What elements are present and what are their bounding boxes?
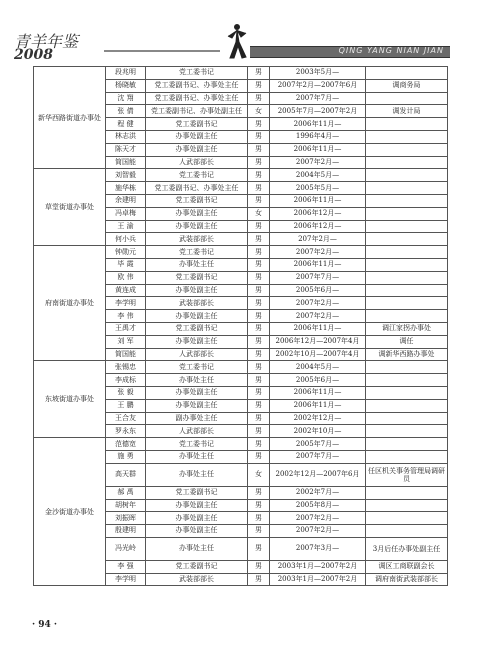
office-name: 新华西路街道办事处 xyxy=(34,67,106,169)
official-note xyxy=(366,412,448,425)
official-name: 王 渝 xyxy=(106,220,146,233)
official-note: 调府南街武装部部长 xyxy=(366,573,448,586)
office-name: 府南街道办事处 xyxy=(34,246,106,361)
official-note xyxy=(366,182,448,195)
official-term: 2006年11月— xyxy=(270,194,366,207)
official-position: 办事处副主任 xyxy=(146,207,248,220)
official-name: 罗永东 xyxy=(106,425,146,438)
official-note xyxy=(366,525,448,538)
official-term: 2005年7月—2007年2月 xyxy=(270,105,366,118)
official-term: 2007年2月— xyxy=(270,525,366,538)
official-note xyxy=(366,386,448,399)
official-term: 2006年11月— xyxy=(270,386,366,399)
official-position: 武装部部长 xyxy=(146,233,248,246)
official-name: 范德宽 xyxy=(106,438,146,451)
official-gender: 女 xyxy=(248,207,270,220)
official-position: 办事处主任 xyxy=(146,258,248,271)
official-note xyxy=(366,486,448,499)
official-position: 办事处主任 xyxy=(146,450,248,463)
official-position: 办事处副主任 xyxy=(146,399,248,412)
official-term: 2003年5月— xyxy=(270,67,366,80)
office-name: 东坡街道办事处 xyxy=(34,361,106,438)
official-note xyxy=(366,156,448,169)
official-note xyxy=(366,194,448,207)
official-name: 程 健 xyxy=(106,118,146,131)
official-term: 2002年12月— xyxy=(270,412,366,425)
official-note: 任区机关事务管理局调研员 xyxy=(366,463,448,486)
official-note: 调江家拐办事处 xyxy=(366,322,448,335)
official-gender: 男 xyxy=(248,438,270,451)
official-position: 党工委副书记 xyxy=(146,194,248,207)
official-gender: 男 xyxy=(248,92,270,105)
official-note xyxy=(366,143,448,156)
official-name: 王 鹏 xyxy=(106,399,146,412)
official-gender: 女 xyxy=(248,463,270,486)
official-term: 2006年11月— xyxy=(270,118,366,131)
official-position: 办事处副主任 xyxy=(146,386,248,399)
official-gender: 男 xyxy=(248,525,270,538)
official-gender: 男 xyxy=(248,412,270,425)
official-position: 副办事处主任 xyxy=(146,412,248,425)
official-name: 简国能 xyxy=(106,348,146,361)
official-position: 党工委副书记、办事处副主任 xyxy=(146,105,248,118)
official-term: 2007年7月— xyxy=(270,271,366,284)
official-term: 2006年12月—2007年4月 xyxy=(270,335,366,348)
logo-year: 2008 xyxy=(14,47,53,63)
official-term: 2007年2月—2007年6月 xyxy=(270,79,366,92)
official-name: 李 强 xyxy=(106,560,146,573)
official-name: 施华栋 xyxy=(106,182,146,195)
official-term: 2005年6月— xyxy=(270,284,366,297)
official-name: 李成标 xyxy=(106,374,146,387)
official-term: 2006年11月— xyxy=(270,258,366,271)
official-name: 李学明 xyxy=(106,573,146,586)
official-position: 党工委书记 xyxy=(146,361,248,374)
official-name: 林志洪 xyxy=(106,130,146,143)
official-name: 张 毅 xyxy=(106,386,146,399)
official-name: 沈 翔 xyxy=(106,92,146,105)
official-gender: 男 xyxy=(248,335,270,348)
official-note: 调任 xyxy=(366,335,448,348)
official-note xyxy=(366,297,448,310)
official-name: 刘振晖 xyxy=(106,512,146,525)
official-gender: 男 xyxy=(248,560,270,573)
official-name: 殷建明 xyxy=(106,525,146,538)
official-term: 2006年11月— xyxy=(270,399,366,412)
official-note xyxy=(366,130,448,143)
official-position: 办事处副主任 xyxy=(146,284,248,297)
official-position: 党工委书记 xyxy=(146,169,248,182)
table-row xyxy=(34,438,448,451)
official-note: 调发计局 xyxy=(366,105,448,118)
official-gender: 男 xyxy=(248,118,270,131)
official-note xyxy=(366,450,448,463)
official-name: 冯光岭 xyxy=(106,537,146,560)
official-position: 党工委副书记、办事处主任 xyxy=(146,182,248,195)
official-name: 高天群 xyxy=(106,463,146,486)
official-term: 2007年2月— xyxy=(270,246,366,259)
official-term: 2005年5月— xyxy=(270,182,366,195)
official-note xyxy=(366,499,448,512)
official-gender: 男 xyxy=(248,194,270,207)
official-note xyxy=(366,233,448,246)
official-gender: 男 xyxy=(248,246,270,259)
official-position: 办事处副主任 xyxy=(146,335,248,348)
official-term: 2002年7月— xyxy=(270,486,366,499)
official-gender: 男 xyxy=(248,169,270,182)
official-gender: 男 xyxy=(248,284,270,297)
official-gender: 男 xyxy=(248,67,270,80)
official-term: 2005年7月— xyxy=(270,438,366,451)
official-term: 2006年11月— xyxy=(270,322,366,335)
official-gender: 男 xyxy=(248,310,270,323)
official-note xyxy=(366,361,448,374)
official-term: 2007年3月— xyxy=(270,537,366,560)
official-gender: 男 xyxy=(248,361,270,374)
official-gender: 男 xyxy=(248,130,270,143)
official-position: 党工委副书记 xyxy=(146,560,248,573)
official-term: 2002年12月—2007年6月 xyxy=(270,463,366,486)
official-term: 2003年1月—2007年2月 xyxy=(270,573,366,586)
official-gender: 男 xyxy=(248,182,270,195)
official-term: 2007年2月— xyxy=(270,310,366,323)
official-name: 杨晓敏 xyxy=(106,79,146,92)
official-note xyxy=(366,220,448,233)
official-note xyxy=(366,67,448,80)
official-position: 办事处副主任 xyxy=(146,220,248,233)
table-row xyxy=(34,361,448,374)
official-gender: 男 xyxy=(248,143,270,156)
official-gender: 男 xyxy=(248,233,270,246)
official-note xyxy=(366,207,448,220)
official-name: 简国能 xyxy=(106,156,146,169)
official-name: 郝 禹 xyxy=(106,486,146,499)
official-note xyxy=(366,271,448,284)
official-note xyxy=(366,118,448,131)
official-position: 党工委副书记 xyxy=(146,271,248,284)
official-gender: 男 xyxy=(248,297,270,310)
official-name: 胡树年 xyxy=(106,499,146,512)
official-gender: 男 xyxy=(248,79,270,92)
official-note xyxy=(366,374,448,387)
dancer-icon xyxy=(224,22,248,60)
official-note xyxy=(366,284,448,297)
official-position: 办事处副主任 xyxy=(146,525,248,538)
official-gender: 女 xyxy=(248,105,270,118)
official-term: 1996年4月— xyxy=(270,130,366,143)
official-position: 办事处副主任 xyxy=(146,130,248,143)
official-gender: 男 xyxy=(248,486,270,499)
header-band xyxy=(250,46,450,58)
official-note: 调商务局 xyxy=(366,79,448,92)
official-position: 办事处主任 xyxy=(146,537,248,560)
official-name: 张锡忠 xyxy=(106,361,146,374)
official-position: 办事处主任 xyxy=(146,463,248,486)
official-position: 人武部部长 xyxy=(146,425,248,438)
official-term: 2007年2月— xyxy=(270,156,366,169)
official-note xyxy=(366,425,448,438)
logo-title: 青羊年鉴 xyxy=(14,32,79,51)
official-name: 黄连成 xyxy=(106,284,146,297)
official-gender: 男 xyxy=(248,399,270,412)
header-band-text: QING YANG NIAN JIAN xyxy=(338,46,444,55)
official-position: 党工委副书记 xyxy=(146,486,248,499)
official-name: 刘智毅 xyxy=(106,169,146,182)
official-position: 人武部部长 xyxy=(146,348,248,361)
official-position: 党工委副书记 xyxy=(146,322,248,335)
official-note xyxy=(366,438,448,451)
official-name: 李学明 xyxy=(106,297,146,310)
official-note: 3月后任办事处副主任 xyxy=(366,537,448,560)
official-name: 钟勋元 xyxy=(106,246,146,259)
official-position: 办事处副主任 xyxy=(146,512,248,525)
official-name: 余建明 xyxy=(106,194,146,207)
official-note xyxy=(366,246,448,259)
official-position: 党工委副书记、办事处主任 xyxy=(146,79,248,92)
official-name: 刘 军 xyxy=(106,335,146,348)
officials-table-body xyxy=(34,67,448,586)
official-term: 2007年7月— xyxy=(270,92,366,105)
table-row xyxy=(34,246,448,259)
official-note xyxy=(366,512,448,525)
page-number: · 94 · xyxy=(32,620,58,630)
official-gender: 男 xyxy=(248,425,270,438)
official-note xyxy=(366,92,448,105)
official-gender: 男 xyxy=(248,348,270,361)
official-gender: 男 xyxy=(248,499,270,512)
official-name: 陈天才 xyxy=(106,143,146,156)
official-note: 调区工商联副会长 xyxy=(366,560,448,573)
official-name: 王禹才 xyxy=(106,322,146,335)
official-position: 办事处主任 xyxy=(146,374,248,387)
official-gender: 男 xyxy=(248,450,270,463)
official-position: 人武部部长 xyxy=(146,156,248,169)
official-name: 李 伟 xyxy=(106,310,146,323)
office-name: 金沙街道办事处 xyxy=(34,438,106,586)
official-name: 欧 伟 xyxy=(106,271,146,284)
office-name: 草堂街道办事处 xyxy=(34,169,106,246)
official-name: 段兆明 xyxy=(106,67,146,80)
page-header xyxy=(0,0,480,64)
official-name: 冯卓梅 xyxy=(106,207,146,220)
official-name: 施 勇 xyxy=(106,450,146,463)
table-row xyxy=(34,67,448,80)
official-position: 党工委书记 xyxy=(146,246,248,259)
official-gender: 男 xyxy=(248,220,270,233)
official-term: 2005年8月— xyxy=(270,499,366,512)
officials-table xyxy=(33,66,448,586)
official-term: 2007年2月— xyxy=(270,512,366,525)
official-gender: 男 xyxy=(248,258,270,271)
table-row xyxy=(34,169,448,182)
official-name: 张 倩 xyxy=(106,105,146,118)
official-gender: 男 xyxy=(248,573,270,586)
yearbook-logo xyxy=(14,34,78,62)
official-term: 2002年10月—2007年4月 xyxy=(270,348,366,361)
official-position: 武装部部长 xyxy=(146,297,248,310)
official-position: 党工委书记 xyxy=(146,67,248,80)
official-position: 办事处副主任 xyxy=(146,143,248,156)
official-name: 王合友 xyxy=(106,412,146,425)
official-term: 2006年12月— xyxy=(270,220,366,233)
official-note xyxy=(366,399,448,412)
header-rule xyxy=(104,50,220,52)
official-term: 2007年7月— xyxy=(270,450,366,463)
official-note xyxy=(366,310,448,323)
official-gender: 男 xyxy=(248,156,270,169)
official-position: 办事处副主任 xyxy=(146,499,248,512)
official-term: 2005年6月— xyxy=(270,374,366,387)
official-position: 办事处副主任 xyxy=(146,310,248,323)
official-note xyxy=(366,258,448,271)
official-position: 党工委书记 xyxy=(146,438,248,451)
official-term: 2004年5月— xyxy=(270,169,366,182)
official-note xyxy=(366,169,448,182)
official-term: 207年2月— xyxy=(270,233,366,246)
official-term: 2007年2月— xyxy=(270,297,366,310)
official-position: 党工委副书记、办事处主任 xyxy=(146,92,248,105)
official-gender: 男 xyxy=(248,271,270,284)
official-position: 党工委副书记 xyxy=(146,118,248,131)
official-gender: 男 xyxy=(248,386,270,399)
official-term: 2002年10月— xyxy=(270,425,366,438)
official-term: 2004年5月— xyxy=(270,361,366,374)
official-name: 何小兵 xyxy=(106,233,146,246)
official-name: 毕 霞 xyxy=(106,258,146,271)
official-gender: 男 xyxy=(248,512,270,525)
official-note: 调新华西路办事处 xyxy=(366,348,448,361)
official-gender: 男 xyxy=(248,537,270,560)
official-gender: 男 xyxy=(248,322,270,335)
official-term: 2006年12月— xyxy=(270,207,366,220)
official-term: 2006年11月— xyxy=(270,143,366,156)
official-term: 2003年1月—2007年2月 xyxy=(270,560,366,573)
official-gender: 男 xyxy=(248,374,270,387)
official-position: 武装部部长 xyxy=(146,573,248,586)
